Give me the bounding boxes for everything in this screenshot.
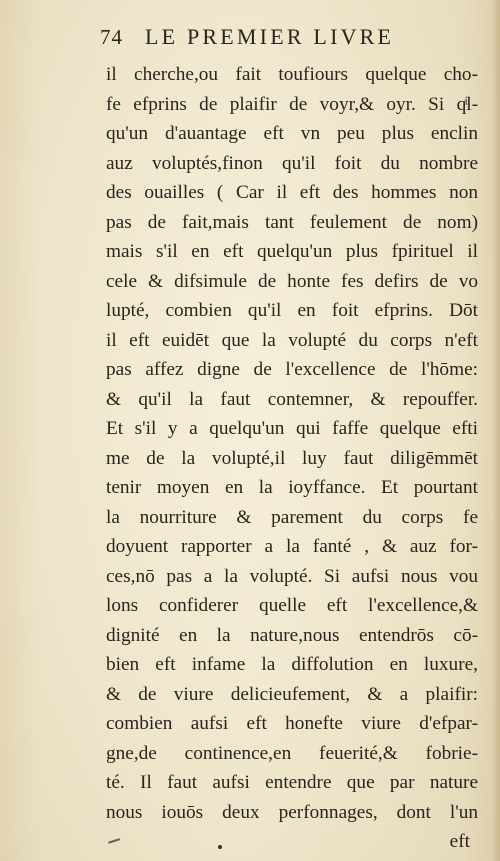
body-text [106, 60, 478, 857]
text-line: pas affez digne de l'excellence de l'hōme: [106, 359, 478, 380]
running-title: LE PREMIER LIVRE [145, 24, 395, 49]
catchword: eft [449, 831, 470, 852]
text-line: mais s'il en eft quelqu'un plus fpirituel il [106, 241, 478, 262]
text-line: dignité en la nature,nous entendrōs cō- [106, 624, 478, 646]
page-number: 74 [100, 25, 123, 49]
text-line: doyuent rapporter a la fanté , & auz for- [106, 536, 478, 557]
text-line: & qu'il la faut contemner, & repouffer. [106, 388, 478, 410]
text-line: combien aufsi eft honefte viure d'efpar- [106, 713, 478, 734]
text-line: la nourriture & parement du corps fe [106, 506, 478, 528]
text-line: Et s'il y a quelqu'un qui faffe quelque efti [106, 418, 478, 439]
page-edge-shadow [492, 0, 500, 861]
ink-speck [218, 845, 222, 849]
text-line: il eft euidēt que la volupté du corps n'eft [106, 329, 478, 351]
text-line: bien eft infame la diffolution en luxure, [106, 654, 478, 675]
text-line: des ouailles ( Car il eft des hommes non [106, 182, 478, 203]
text-line: fe efprins de plaifir de voyr,& oyr. Si qͥl- [106, 93, 478, 115]
text-line: té. Il faut aufsi entendre que par nature [106, 772, 478, 793]
text-line: gne,de continence,en feuerité,& fobrie- [106, 742, 478, 764]
text-line: me de la volupté,il luy faut diligēmmēt [106, 447, 478, 469]
text-line: tenir moyen en la ioyffance. Et pourtant [106, 477, 478, 498]
text-line: nous iouōs deux perfonnages, dont l'un [106, 801, 478, 823]
text-line: qu'un d'auantage eft vn peu plus enclin [106, 123, 478, 144]
text-line: pas de fait,mais tant feulement de nom) [106, 211, 478, 233]
text-line: lupté, combien qu'il en foit efprins. Dōt [106, 300, 478, 321]
text-line: lons confiderer quelle eft l'excellence,& [106, 595, 478, 616]
running-head [100, 24, 460, 54]
text-line: cele & difsimule de honte fes defirs de vo [106, 270, 478, 292]
text-line: il cherche,ou fait toufiours quelque cho- [106, 64, 478, 85]
text-line: ces,nō pas a la volupté. Si aufsi nous vou [106, 565, 478, 587]
text-line: auz voluptés,finon qu'il foit du nombre [106, 152, 478, 174]
text-line: & de viure delicieufement, & a plaifir: [106, 683, 478, 705]
